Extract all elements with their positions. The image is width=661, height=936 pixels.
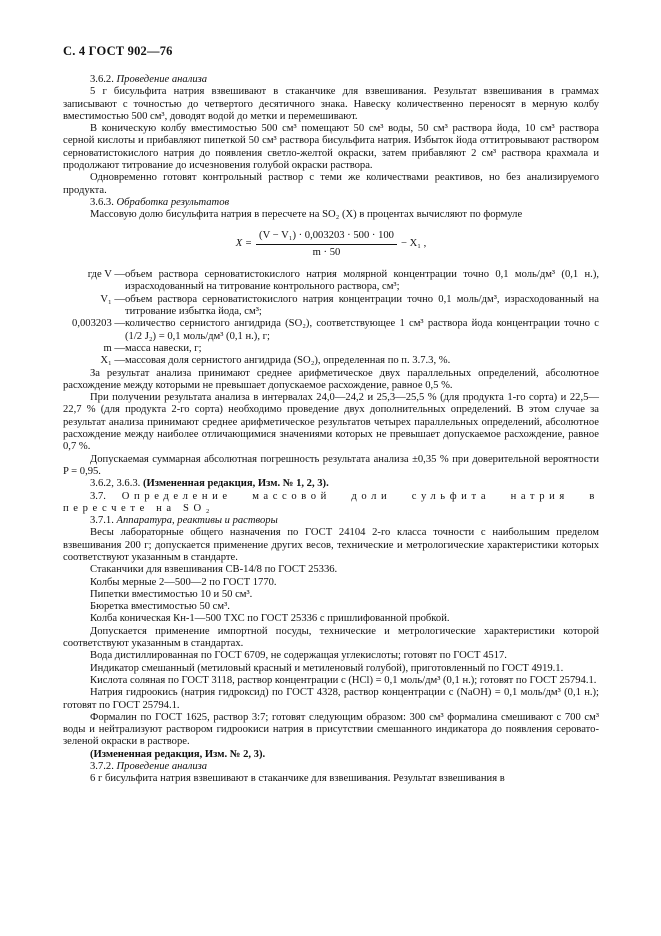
section-number: 3.7. [90,490,106,502]
section-title: Определение массовой доли сульфита натрия в пересчете на SO₂ [63,490,599,514]
paragraph: Кислота соляная по ГОСТ 3118, раствор концентрации с (HCl) = 0,1 моль/дм³ (0,1 н.); готовят по ГОСТ 25794.1. [90,674,597,686]
formula-fraction [256,230,397,260]
paragraph: Массовую долю бисульфита натрия в пересчете на SO₂ (X) в процентах вычисляют по формуле [90,209,523,221]
definition-item [63,318,599,343]
paragraph: Допускаемая суммарная абсолютная погрешность результата анализа ±0,35 % при доверительной вероятности P = 0,95. [63,453,599,477]
definition-term: 0,003203 — [72,318,125,330]
section-number: 3.6.2. [90,74,114,85]
section-heading-3-6-3 [63,197,599,209]
paragraph: Одновременно готовят контрольный раствор с теми же количествами реактивов, но без анализируемого продукта. [63,172,599,196]
paragraph: Натрия гидроокись (натрия гидроксид) по ГОСТ 4328, раствор концентрации с (NaOH) = 0,1 моль/дм³ (0,1 н.); готовят по ГОСТ 25794.1. [63,687,599,711]
paragraph: Стаканчики для взвешивания СВ-14/8 по ГОСТ 25336. [90,564,338,576]
paragraph: Вода дистиллированная по ГОСТ 6709, не содержащая углекислоты; готовят по ГОСТ 4517. [90,650,507,662]
formula-lhs: X = [235,238,253,250]
paragraph: Колба коническая Кн-1—500 ТХС по ГОСТ 25336 с пришлифованной пробкой. [90,613,450,625]
definition-term: m — [103,342,125,354]
paragraph: Допускается применение импортной посуды, технические и метрологические характеристики которой соответствуют указанным в стандартах. [63,625,599,650]
paragraph: В коническую колбу вместимостью 500 см³ помещают 50 см³ воды, 50 см³ раствора йода, 10 см³ раствора серной кислоты и прибавляют пипеткой 50 см³ раствора бисульфита натрия. Избыток йода оттитровывают раствором серноватистокислого натрия до появления светло-желтой окраски, затем прибавляют 2 см³ раствора крахмала и продолжают титрование до исчезновения голубой окраски раствора. [63,123,599,172]
paragraph: 6 г бисульфита натрия взвешивают в стаканчике для взвешивания. Результат взвешивания в [90,773,505,785]
definition-item [63,355,599,367]
definition-text: объем раствора серноватистокислого натрия молярной концентрации точно 0,1 моль/дм³ (0,1 н.), израсходованный на титрование контрольного раствора, см³; [125,269,599,293]
section-heading-3-6-2 [63,74,599,86]
document-body [63,74,599,786]
paragraph: Весы лабораторные общего назначения по ГОСТ 24104 2-го класса точности с наибольшим пределом взвешивания 200 г; допускается применение других весов, технические и метрологические характеристики которых соответствуют указанным в стандарте. [63,527,599,563]
definition-item [63,343,599,355]
page-header: С. 4 ГОСТ 902—76 [63,44,173,58]
amendment-note [63,478,599,490]
definition-text: массовая доля сернистого ангидрида (SO₂), определенная по п. 3.7.3, %. [125,355,451,367]
section-title: Обработка результатов [116,196,230,208]
amendment-text: (Измененная редакция, Изм. № 1, 2, 3). [142,478,329,490]
definition-text: объем раствора серноватистокислого натрия концентрации точно 0,1 моль/дм³, израсходованный на титрование избытка йода, см³; [125,293,599,318]
amendment-note: (Измененная редакция, Изм. № 2, 3). [90,748,266,760]
section-heading-3-7 [63,491,599,516]
section-number: 3.7.2. [90,761,114,773]
paragraph: За результат анализа принимают среднее арифметическое двух параллельных определений, абсолютное расхождение между которыми не превышает допускаемое расхождение, равное 0,5 %. [63,367,599,391]
formula-numerator: (V − V₁) · 0,003203 · 500 · 100 [256,230,397,245]
section-title: Аппаратура, реактивы и растворы [116,515,278,527]
formula-rhs: − X₁ , [400,238,427,250]
definition-term: где V — [87,269,125,281]
paragraph: Бюретка вместимостью 50 см³. [90,601,230,613]
section-title: Проведение анализа [116,761,208,773]
definition-item [63,294,599,319]
section-number: 3.6.3. [90,196,114,208]
amendment-sections: 3.6.2, 3.6.3. [90,478,141,490]
definition-text: количество сернистого ангидрида (SO₂), соответствующее 1 см³ раствора йода концентрации точно с (1/2 J₂) = 0,1 моль/дм³ (0,1 н.), г; [125,318,599,342]
formula-denominator: m · 50 [312,246,341,258]
section-heading-3-7-1 [63,515,599,527]
definition-item [63,269,599,294]
paragraph: Формалин по ГОСТ 1625, раствор 3:7; готовят следующим образом: 300 см³ формалина смешивают с 700 см³ воды и нейтрализуют раствором гидроокиси натрия в присутствии смешанного индикатора до появления серовато-зеленой окраски в растворе. [63,711,599,748]
definition-text: масса навески, г; [125,342,202,354]
paragraph: Пипетки вместимостью 10 и 50 см³. [90,588,253,600]
definition-term: X₁ — [100,355,125,367]
section-number: 3.7.1. [90,515,114,527]
paragraph: При получении результата анализа в интервалах 24,0—24,2 и 25,3—25,5 % (для продукта 1-го сорта) и 22,5—22,7 % (для продукта 2-го сорта) необходимо проведение двух дополнительных определений. В этом случае за результат анализа принимают среднее арифметическое результатов четырех параллельных определений, абсолютное расхождение между наиболее отличающимися значениями которых не превышает допускаемое расхождение, равное 0,7 %. [63,392,599,453]
definition-term: V₁ — [100,293,125,305]
section-title: Проведение анализа [116,74,208,85]
section-heading-3-7-2 [63,761,599,773]
paragraph: 5 г бисульфита натрия взвешивают в стаканчике для взвешивания. Результат взвешивания в граммах записывают с точностью до четвертого десятичного знака. Навеску количественно переносят в мерную колбу вместимостью 500 см³, доводят водой до метки и перемешивают. [63,86,599,122]
paragraph: Индикатор смешанный (метиловый красный и метиленовый голубой), приготовленный по ГОСТ 4919.1. [90,662,564,674]
formula [63,230,599,260]
paragraph: Колбы мерные 2—500—2 по ГОСТ 1770. [90,576,277,588]
